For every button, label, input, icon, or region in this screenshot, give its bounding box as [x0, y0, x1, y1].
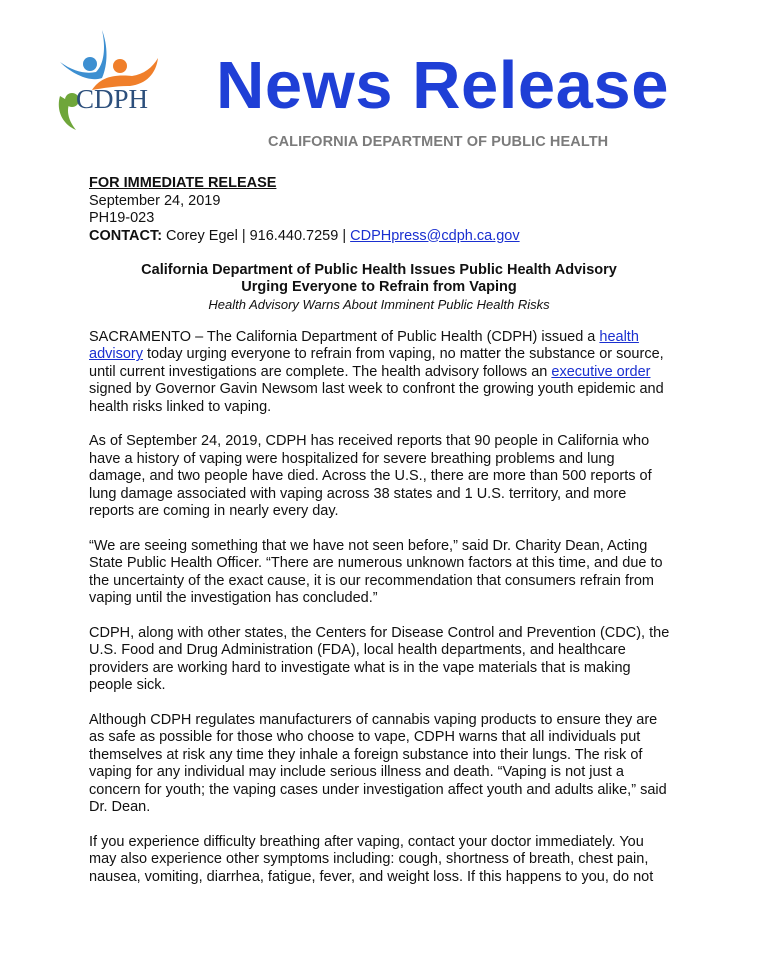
paragraph-1-text-b: today urging everyone to refrain from vaping, no matter the substance or source, until current investigations are complete. The health advisory follows an: [89, 346, 664, 380]
paragraph-3: “We are seeing something that we have not seen before,” said Dr. Charity Dean, Acting State Public Health Officer. “There are numerous unknown factors at this time, and due to the uncertainty of the exact cause, it is our recommendation that consumers refrain from vaping until the investigation has concluded.”: [89, 537, 663, 607]
title-subtitle: Health Advisory Warns About Imminent Public Health Risks: [208, 297, 550, 312]
contact-email-link[interactable]: CDPHpress@cdph.ca.gov: [350, 227, 520, 244]
release-body: [89, 329, 674, 903]
release-meta: [89, 175, 520, 245]
contact-info: Corey Egel | 916.440.7259 |: [162, 227, 351, 244]
release-title: [89, 262, 669, 313]
paragraph-1: [89, 329, 674, 416]
health-advisory-link[interactable]: health advisory: [89, 329, 639, 363]
page-headline: News Release: [216, 48, 669, 123]
paragraph-6: If you experience difficulty breathing after vaping, contact your doctor immediately. You may also experience other symptoms including: cough, shortness of breath, chest pain, nausea, vomiting, diarrhea, fatigue, fever, and weight loss. If this happens to you, do not: [89, 833, 654, 885]
release-id: PH19-023: [89, 210, 155, 226]
title-line-1: California Department of Public Health Issues Public Health Advisory: [141, 262, 617, 278]
paragraph-1-text-a: SACRAMENTO – The California Department of Public Health (CDPH) issued a: [89, 329, 600, 345]
title-line-2: Urging Everyone to Refrain from Vaping: [241, 279, 517, 295]
cdph-logo-mark: [52, 28, 192, 132]
contact-label: CONTACT:: [89, 227, 163, 244]
paragraph-4: CDPH, along with other states, the Centers for Disease Control and Prevention (CDC), the U.S. Food and Drug Administration (FDA), local health departments, and healthcare providers are working hard to investigate what is in the vape materials that is making people sick.: [89, 624, 670, 694]
release-date: September 24, 2019: [89, 192, 221, 209]
paragraph-2: As of September 24, 2019, CDPH has received reports that 90 people in California who have a history of vaping were hospitalized for severe breathing problems and lung damage, and two people have died. Across the U.S., there are more than 500 reports of lung damage associated with vaping across 38 states and 1 U.S. territory, and more reports are coming in nearly every day.: [89, 433, 652, 520]
logo-wordmark: CDPH: [76, 84, 149, 114]
contact-line: [89, 228, 520, 246]
paragraph-1-text-c: signed by Governor Gavin Newsom last week to confront the growing youth epidemic and health risks linked to vaping.: [89, 381, 664, 415]
release-label: FOR IMMEDIATE RELEASE: [89, 175, 277, 191]
paragraph-5: Although CDPH regulates manufacturers of cannabis vaping products to ensure they are as safe as possible for those who choose to vape, CDPH warns that all individuals put themselves at risk any time they inhale a foreign substance into their lungs. The risk of vaping for any individual may include serious illness and death. “Vaping is not just a concern for youth; the vaping cases under investigation affect youth and adults alike,” said Dr. Dean.: [89, 711, 667, 815]
executive-order-link[interactable]: executive order: [551, 363, 651, 380]
department-name: CALIFORNIA DEPARTMENT OF PUBLIC HEALTH: [268, 134, 609, 150]
